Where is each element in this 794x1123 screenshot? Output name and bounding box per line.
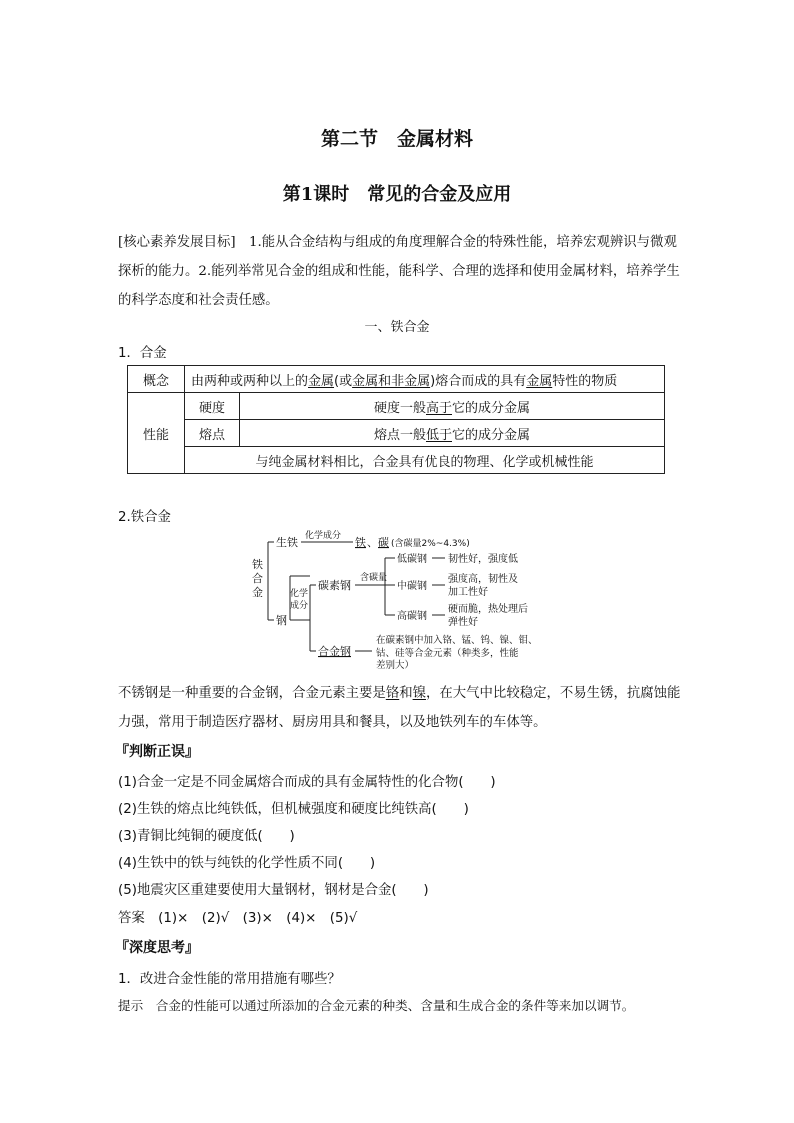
hardness-text: 硬度一般	[373, 400, 426, 416]
stainless-text: 不锈钢是一种重要的合金钢，合金元素主要是	[118, 686, 386, 701]
concept-text: 由两种或两种以上的	[191, 373, 309, 389]
alloy-heading: 1．合金	[118, 346, 167, 361]
think-tag: 『深度思考』	[115, 940, 199, 956]
judge-tag: 『判断正误』	[115, 744, 199, 760]
iron-alloy-diagram	[240, 528, 570, 670]
judge-item: (1)合金一定是不同金属熔合而成的具有金属特性的化合物( )	[118, 775, 496, 790]
judge-item: (2)生铁的熔点比纯铁低，但机械强度和硬度比纯铁高( )	[118, 802, 469, 817]
melting-value	[240, 420, 665, 447]
alloy-table	[127, 365, 665, 474]
melting-label: 熔点	[185, 420, 240, 447]
diagram-root-char: 铁	[252, 558, 263, 571]
node-mid-carbon: 中碳钢	[397, 581, 427, 592]
node-carbon-steel: 碳素钢	[318, 579, 351, 592]
table-row	[128, 393, 665, 420]
mid-carbon-desc: 强度高，韧性及	[448, 574, 518, 585]
mid-carbon-desc: 加工性好	[448, 587, 488, 598]
concept-term: 金属和非金属	[352, 373, 431, 389]
diagram-root-char: 合	[252, 572, 263, 585]
pig-comp-label: 化学成分	[305, 531, 342, 541]
hardness-label: 硬度	[185, 393, 240, 420]
concept-text: )熔合而成的具有	[430, 373, 527, 389]
node-alloy-steel: 合金钢	[318, 645, 351, 658]
answer-line: 答案 (1)× (2)√ (3)× (4)× (5)√	[118, 911, 358, 926]
concept-term: 金属	[526, 373, 553, 389]
stainless-element: 镍	[412, 686, 426, 701]
stainless-text: 和	[399, 686, 413, 701]
property-label: 性能	[128, 393, 185, 474]
stainless-element: 铬	[385, 686, 400, 701]
section-title: 第二节 金属材料	[320, 128, 473, 150]
table-row	[128, 447, 665, 474]
question-1: 1．改进合金性能的常用措施有哪些？	[118, 972, 341, 987]
steel-comp-char: 成分	[290, 601, 309, 611]
judge-item: (5)地震灾区重建要使用大量钢材，钢材是合金( )	[118, 883, 429, 898]
node-low-carbon: 低碳钢	[397, 554, 427, 565]
judge-item: (4)生铁中的铁与纯铁的化学性质不同( )	[118, 856, 376, 871]
node-steel: 钢	[276, 614, 287, 627]
pig-comp-fe: 铁	[355, 536, 366, 549]
iron-alloy-heading: 2.铁合金	[118, 510, 171, 525]
melting-text: 熔点一般	[373, 427, 426, 443]
alloy-steel-desc: 在碳素钢中加入铬、锰、钨、镍、钼、	[376, 635, 538, 646]
alloy-steel-desc: 差别大）	[376, 660, 415, 670]
carbon-content-label: 含碳量	[360, 573, 388, 583]
concept-label: 概念	[128, 366, 185, 393]
lesson-title: 第1课时 常见的合金及应用	[282, 184, 512, 205]
high-carbon-desc: 硬而脆，热处理后	[448, 604, 528, 615]
high-carbon-desc: 弹性好	[448, 617, 478, 628]
concept-text: 特性的物质	[552, 373, 618, 389]
objectives-text: 1.能从合金结构与组成的角度理解合金的特殊性能，培养宏观辨识与微观探析的能力。2.能列举常见合金的组成和性能，能科学、合理的选择和使用金属材料，培养学生的科学态度和社会责任感。	[118, 235, 680, 308]
objectives-label: [核心素养发展目标]	[118, 235, 236, 250]
pig-comp-note: (含碳量2%~4.3%)	[391, 539, 470, 549]
stainless-paragraph	[118, 679, 683, 737]
node-pig-iron: 生铁	[276, 536, 298, 549]
melting-text: 它的成分金属	[452, 427, 531, 443]
low-carbon-desc: 韧性好，强度低	[448, 554, 518, 565]
hint-1: 提示 合金的性能可以通过所添加的合金元素的种类、含量和生成合金的条件等来加以调节。	[118, 998, 635, 1013]
pig-comp-c: 碳	[378, 536, 389, 549]
part-heading: 一、铁合金	[364, 320, 430, 335]
concept-definition	[185, 366, 665, 393]
hardness-term: 高于	[425, 400, 452, 416]
alloy-steel-desc: 钴、硅等合金元素（种类多，性能	[376, 648, 519, 659]
table-row	[128, 420, 665, 447]
steel-comp-char: 化学	[290, 589, 309, 599]
stainless-text: ，在大气中比较稳定，不易生锈，抗腐蚀能力强，常用于制造医疗器材、厨房用具和餐具，以及地铁列车的车体等。	[118, 686, 681, 730]
hardness-value	[240, 393, 665, 420]
node-high-carbon: 高碳钢	[397, 611, 427, 622]
core-objectives	[118, 228, 683, 315]
judge-item: (3)青铜比纯铜的硬度低( )	[118, 829, 295, 844]
property-summary: 与纯金属材料相比，合金具有优良的物理、化学或机械性能	[185, 447, 665, 474]
melting-term: 低于	[425, 427, 452, 443]
table-row	[128, 366, 665, 393]
hardness-text: 它的成分金属	[452, 400, 531, 416]
concept-text: (或	[334, 373, 353, 389]
concept-term: 金属	[308, 373, 335, 389]
pig-comp-sep: 、	[367, 536, 378, 549]
diagram-root-char: 金	[252, 586, 263, 599]
